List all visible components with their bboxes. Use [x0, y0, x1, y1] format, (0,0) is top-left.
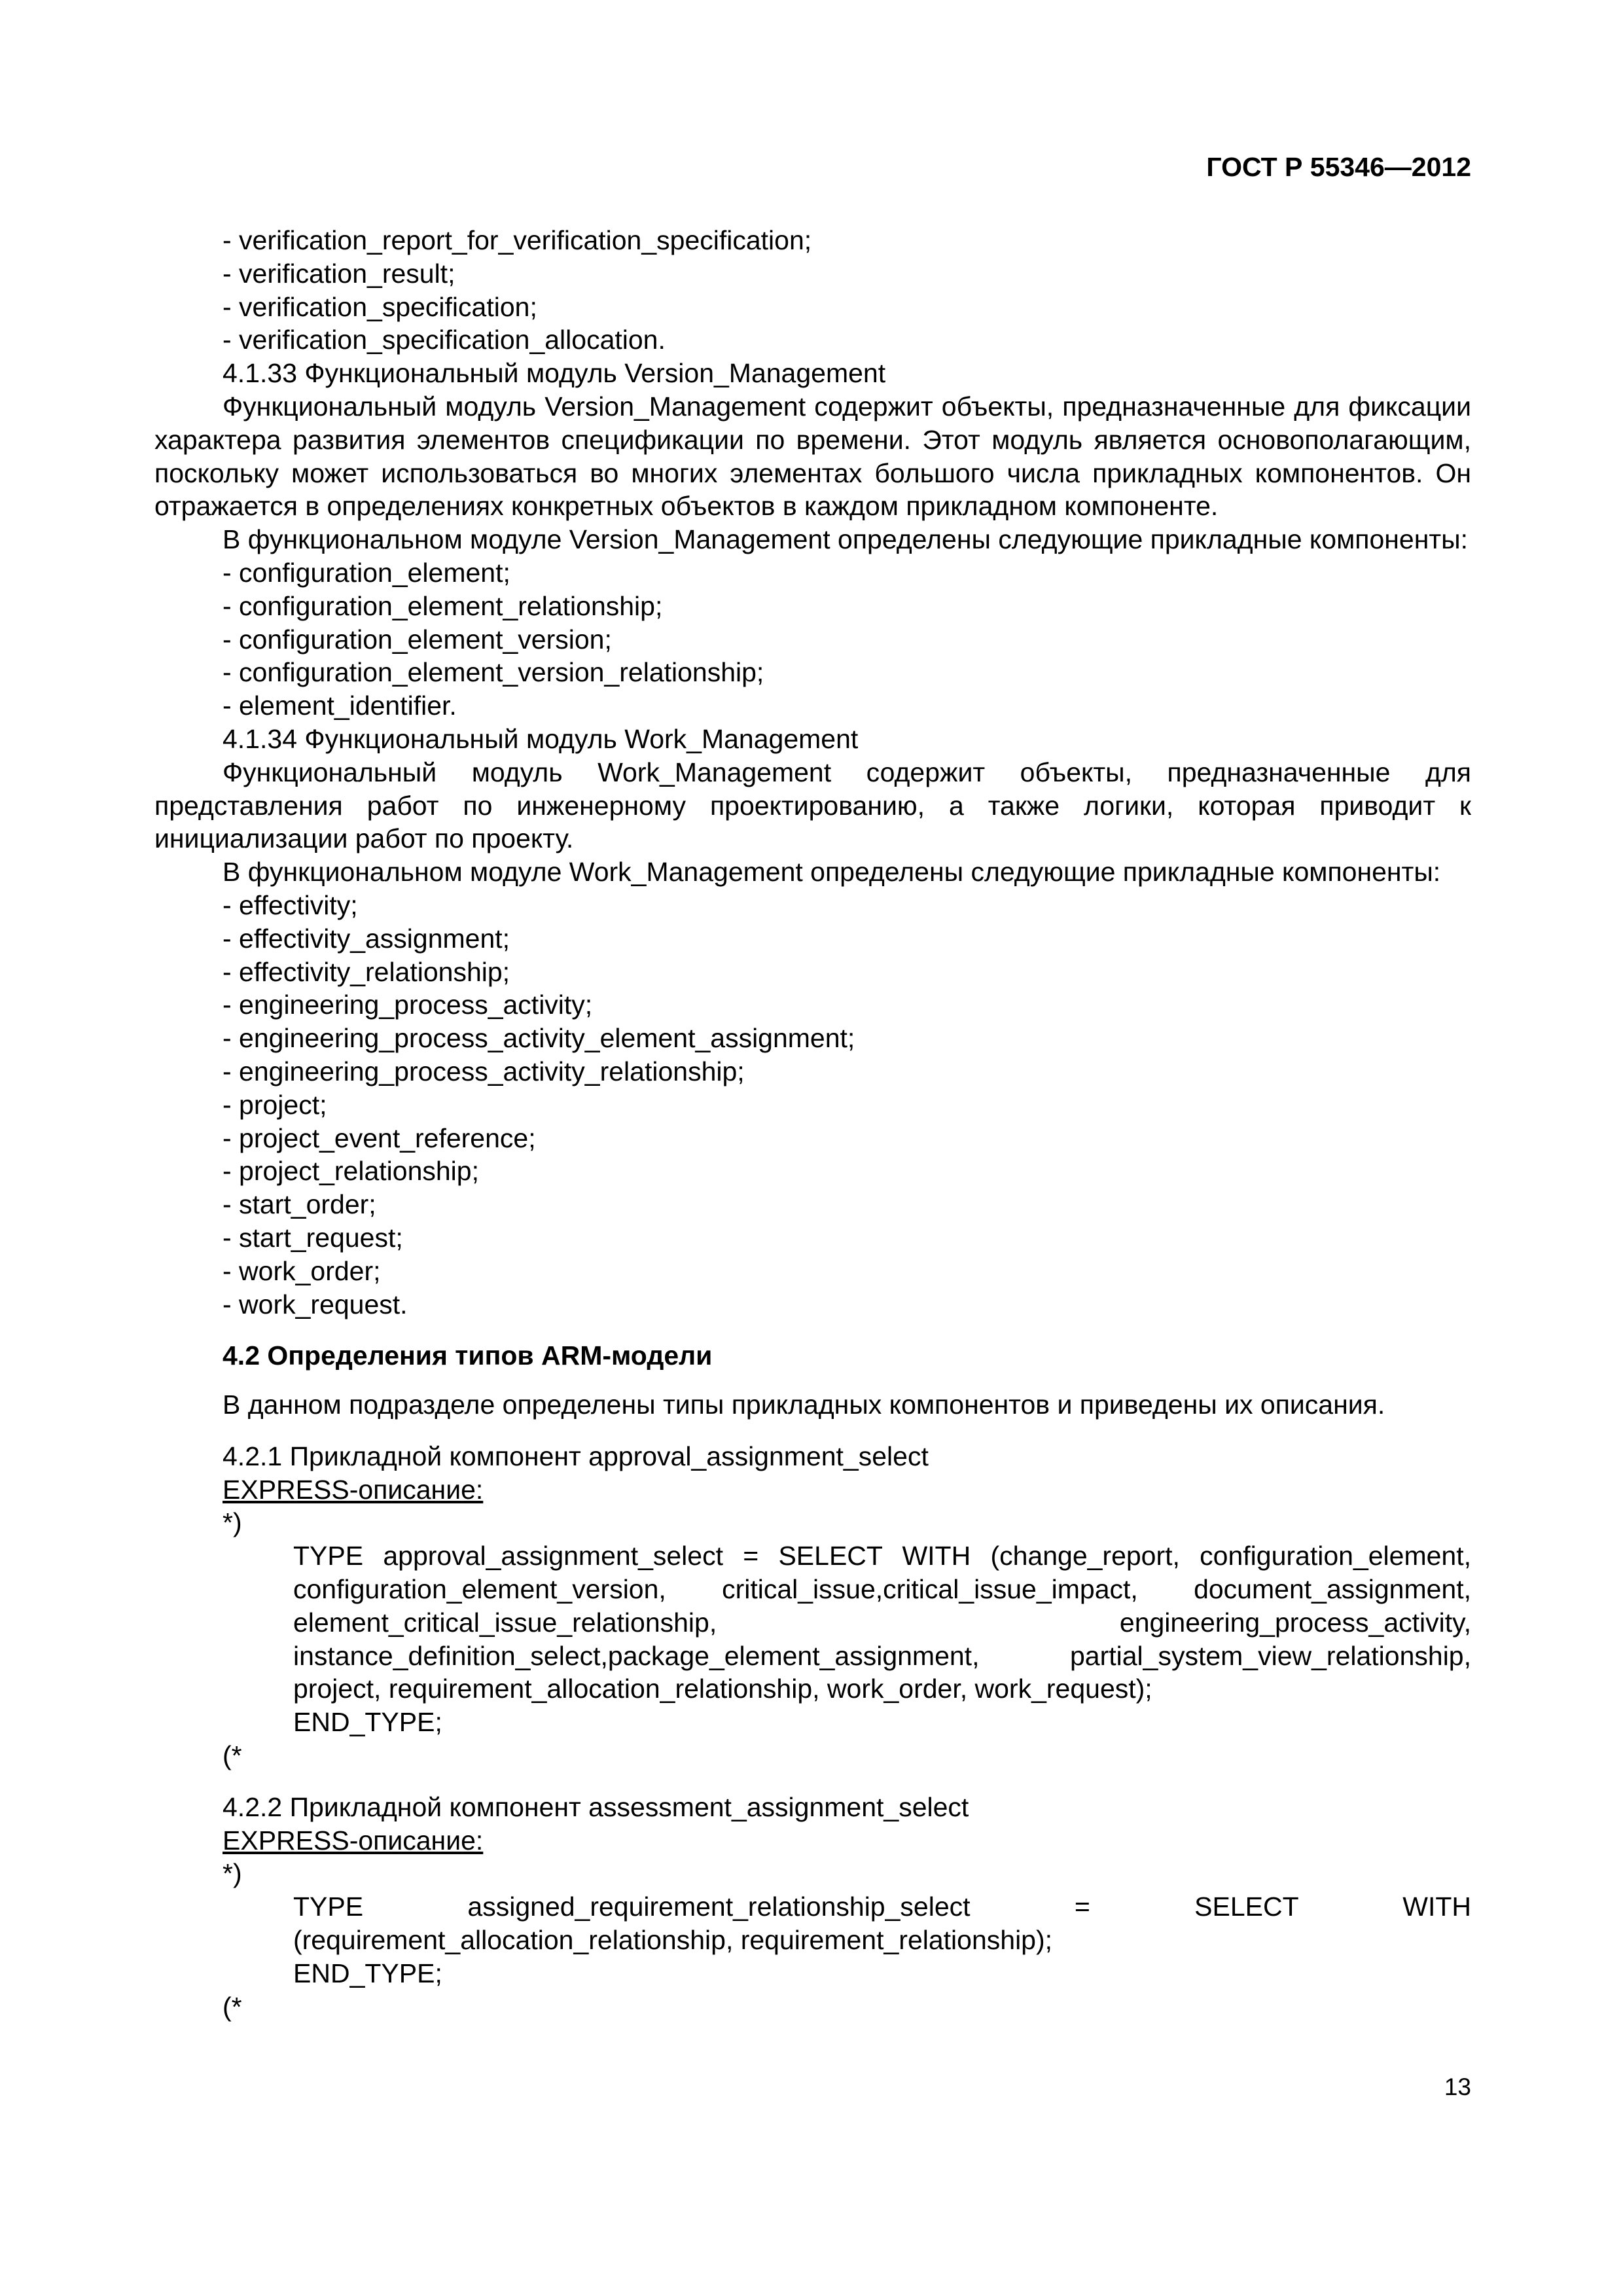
- list-item: - engineering_process_activity;: [223, 990, 593, 1020]
- express-code: TYPE approval_assignment_select = SELECT WITH (change_report, configuration_element, configuration_element_version, critical_issue,critical_issue_impact, document_assignment, element_critical_issue_relationship, engineering_process_activity, instance_definition_select,package_element_assignment, partial_system_view_relationship, project, requirement_allocation_relationship, work_order, work_request);: [293, 1541, 1471, 1704]
- express-code: TYPE assigned_requirement_relationship_select = SELECT WITH (requirement_allocation_relationship, requirement_relationship);: [293, 1892, 1471, 1956]
- paragraph-text: Функциональный модуль Version_Management содержит объекты, предназначенные для фиксации характера развития элементов спецификации по времени. Этот модуль является основополагающим, поскольку может использоваться во многих элементах большого числа прикладных компонентов. Он отражается в определениях конкретных объектов в каждом прикладном компоненте.: [154, 391, 1471, 522]
- list-item: - configuration_element_version;: [223, 624, 612, 655]
- list-item: - work_request.: [223, 1289, 408, 1319]
- list-item: - verification_result;: [223, 258, 455, 289]
- express-code-end: END_TYPE;: [293, 1707, 442, 1738]
- section-heading: 4.2.2 Прикладной компонент assessment_assignment_select: [223, 1791, 969, 1822]
- list-item: - effectivity;: [223, 889, 358, 920]
- section-4-2-2: [154, 1791, 1471, 2024]
- list-item: - project_event_reference;: [223, 1122, 536, 1153]
- list-item: - engineering_process_activity_relationship;: [223, 1056, 745, 1086]
- list-item: - work_order;: [223, 1255, 381, 1286]
- comment-close: (*: [223, 1991, 242, 2022]
- comment-open: *): [223, 1507, 242, 1538]
- list-item: - effectivity_relationship;: [223, 956, 510, 987]
- section-4-2: [154, 1339, 1471, 1422]
- section-4-1-34: [154, 723, 1471, 1321]
- list-item: - effectivity_assignment;: [223, 923, 510, 954]
- express-label: EXPRESS-описание:: [223, 1825, 484, 1856]
- list-item: - element_identifier.: [223, 691, 457, 721]
- paragraph: В функциональном модуле Version_Management определены следующие прикладные компоненты:: [223, 524, 1469, 555]
- express-label: EXPRESS-описание:: [223, 1474, 484, 1505]
- list-item: - start_order;: [223, 1189, 376, 1220]
- paragraph: [154, 390, 1471, 523]
- previous-module-list: [154, 224, 1471, 357]
- section-4-1-33: [154, 357, 1471, 723]
- comment-close: (*: [223, 1740, 242, 1771]
- paragraph: В функциональном модуле Work_Management определены следующие прикладные компоненты:: [223, 857, 1441, 888]
- paragraph-text: Функциональный модуль Work_Management содержит объекты, предназначенные для представления работ по инженерному проектированию, а также логики, которая приводит к инициализации работ по проекту.: [154, 757, 1471, 854]
- list-item: - verification_specification;: [223, 291, 537, 322]
- list-item: - configuration_element;: [223, 557, 510, 588]
- section-4-2-1: [154, 1440, 1471, 1772]
- section-heading: 4.2.1 Прикладной компонент approval_assignment_select: [223, 1441, 929, 1471]
- section-heading: 4.1.34 Функциональный модуль Work_Management: [223, 723, 859, 754]
- comment-open: *): [223, 1858, 242, 1889]
- paragraph: [154, 756, 1471, 855]
- list-item: - configuration_element_relationship;: [223, 590, 663, 621]
- subsection-heading: 4.2 Определения типов ARM-модели: [223, 1340, 713, 1371]
- list-item: - engineering_process_activity_element_assignment;: [223, 1023, 855, 1054]
- page-content: [154, 224, 1471, 2023]
- list-item: - project;: [223, 1089, 327, 1120]
- list-item: - configuration_element_version_relationship;: [223, 657, 764, 688]
- list-item: - project_relationship;: [223, 1156, 479, 1187]
- list-item: - verification_report_for_verification_specification;: [223, 225, 812, 255]
- section-heading: 4.1.33 Функциональный модуль Version_Management: [223, 358, 886, 389]
- page-number: 13: [1444, 2073, 1471, 2100]
- paragraph: В данном подразделе определены типы прикладных компонентов и приведены их описания.: [223, 1390, 1385, 1420]
- document-header: ГОСТ Р 55346—2012: [1206, 152, 1471, 182]
- list-item: - start_request;: [223, 1222, 403, 1253]
- list-item: - verification_specification_allocation.: [223, 325, 666, 355]
- express-code-end: END_TYPE;: [293, 1958, 442, 1988]
